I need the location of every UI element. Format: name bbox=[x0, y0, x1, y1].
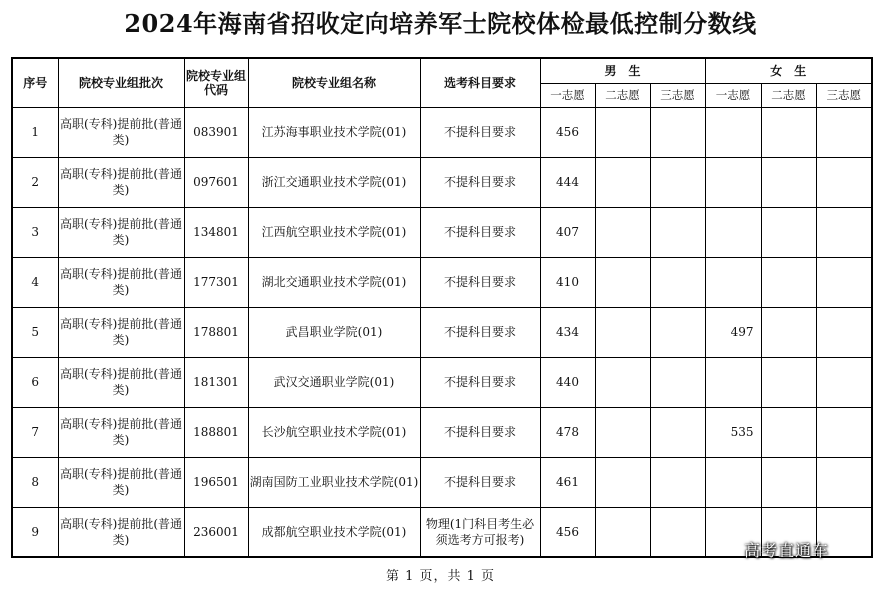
cell-code: 188801 bbox=[184, 407, 248, 457]
cell-code: 083901 bbox=[184, 107, 248, 157]
cell-batch: 高职(专科)提前批(普通类) bbox=[58, 307, 184, 357]
cell-male-choice3 bbox=[650, 157, 705, 207]
cell-female-choice1 bbox=[705, 107, 761, 157]
cell-batch: 高职(专科)提前批(普通类) bbox=[58, 207, 184, 257]
cell-male-choice3 bbox=[650, 407, 705, 457]
cell-batch: 高职(专科)提前批(普通类) bbox=[58, 457, 184, 507]
score-table bbox=[11, 57, 873, 558]
cell-female-choice3 bbox=[816, 257, 872, 307]
cell-seq: 5 bbox=[12, 307, 58, 357]
cell-female-choice3 bbox=[816, 207, 872, 257]
cell-seq: 9 bbox=[12, 507, 58, 557]
cell-subject-requirement: 不提科目要求 bbox=[420, 357, 540, 407]
cell-code: 177301 bbox=[184, 257, 248, 307]
cell-male-choice3 bbox=[650, 457, 705, 507]
cell-female-choice3 bbox=[816, 457, 872, 507]
table-row bbox=[12, 157, 872, 207]
cell-school-name: 长沙航空职业技术学院(01) bbox=[248, 407, 420, 457]
cell-seq: 2 bbox=[12, 157, 58, 207]
cell-male-choice2 bbox=[595, 407, 650, 457]
cell-code: 236001 bbox=[184, 507, 248, 557]
table-row bbox=[12, 307, 872, 357]
cell-subject-requirement: 物理(1门科目考生必须选考方可报考) bbox=[420, 507, 540, 557]
cell-male-choice3 bbox=[650, 507, 705, 557]
cell-subject-requirement: 不提科目要求 bbox=[420, 157, 540, 207]
table-body bbox=[12, 107, 872, 557]
cell-female-choice2 bbox=[761, 207, 816, 257]
cell-female-choice2 bbox=[761, 357, 816, 407]
cell-female-choice3 bbox=[816, 357, 872, 407]
cell-female-choice2 bbox=[761, 307, 816, 357]
cell-batch: 高职(专科)提前批(普通类) bbox=[58, 407, 184, 457]
cell-code: 097601 bbox=[184, 157, 248, 207]
cell-male-choice3 bbox=[650, 307, 705, 357]
header-female-choice3: 三志愿 bbox=[816, 83, 872, 107]
header-subject: 选考科目要求 bbox=[420, 58, 540, 107]
header-female-choice2: 二志愿 bbox=[761, 83, 816, 107]
cell-seq: 6 bbox=[12, 357, 58, 407]
cell-batch: 高职(专科)提前批(普通类) bbox=[58, 107, 184, 157]
header-male-choice3: 三志愿 bbox=[650, 83, 705, 107]
cell-male-choice2 bbox=[595, 107, 650, 157]
cell-male-choice2 bbox=[595, 457, 650, 507]
cell-male-choice1: 410 bbox=[540, 257, 595, 307]
cell-school-name: 浙江交通职业技术学院(01) bbox=[248, 157, 420, 207]
cell-male-choice1: 456 bbox=[540, 107, 595, 157]
cell-male-choice3 bbox=[650, 107, 705, 157]
cell-female-choice1 bbox=[705, 357, 761, 407]
cell-school-name: 江西航空职业技术学院(01) bbox=[248, 207, 420, 257]
header-name: 院校专业组名称 bbox=[248, 58, 420, 107]
cell-female-choice2 bbox=[761, 257, 816, 307]
cell-school-name: 湖北交通职业技术学院(01) bbox=[248, 257, 420, 307]
cell-female-choice2 bbox=[761, 407, 816, 457]
cell-batch: 高职(专科)提前批(普通类) bbox=[58, 157, 184, 207]
cell-seq: 7 bbox=[12, 407, 58, 457]
cell-subject-requirement: 不提科目要求 bbox=[420, 457, 540, 507]
header-female: 女 生 bbox=[705, 58, 872, 83]
cell-batch: 高职(专科)提前批(普通类) bbox=[58, 357, 184, 407]
cell-school-name: 江苏海事职业技术学院(01) bbox=[248, 107, 420, 157]
cell-male-choice2 bbox=[595, 257, 650, 307]
cell-male-choice2 bbox=[595, 307, 650, 357]
cell-male-choice2 bbox=[595, 507, 650, 557]
table-row bbox=[12, 107, 872, 157]
cell-school-name: 武昌职业学院(01) bbox=[248, 307, 420, 357]
cell-male-choice2 bbox=[595, 207, 650, 257]
page-title: 2024年海南省招收定向培养军士院校体检最低控制分数线 bbox=[124, 9, 757, 38]
cell-code: 196501 bbox=[184, 457, 248, 507]
cell-seq: 1 bbox=[12, 107, 58, 157]
table-row bbox=[12, 457, 872, 507]
cell-male-choice3 bbox=[650, 257, 705, 307]
cell-school-name: 湖南国防工业职业技术学院(01) bbox=[248, 457, 420, 507]
header-seq: 序号 bbox=[12, 58, 58, 107]
table-row bbox=[12, 257, 872, 307]
cell-male-choice1: 444 bbox=[540, 157, 595, 207]
cell-subject-requirement: 不提科目要求 bbox=[420, 307, 540, 357]
cell-male-choice3 bbox=[650, 207, 705, 257]
header-batch: 院校专业组批次 bbox=[58, 58, 184, 107]
cell-batch: 高职(专科)提前批(普通类) bbox=[58, 507, 184, 557]
cell-male-choice2 bbox=[595, 157, 650, 207]
cell-female-choice3 bbox=[816, 407, 872, 457]
cell-female-choice1 bbox=[705, 257, 761, 307]
cell-school-name: 成都航空职业技术学院(01) bbox=[248, 507, 420, 557]
table-row bbox=[12, 407, 872, 457]
cell-male-choice1: 407 bbox=[540, 207, 595, 257]
cell-batch: 高职(专科)提前批(普通类) bbox=[58, 257, 184, 307]
cell-female-choice1 bbox=[705, 457, 761, 507]
cell-school-name: 武汉交通职业学院(01) bbox=[248, 357, 420, 407]
cell-subject-requirement: 不提科目要求 bbox=[420, 107, 540, 157]
cell-female-choice2 bbox=[761, 457, 816, 507]
table-row bbox=[12, 207, 872, 257]
header-male-choice1: 一志愿 bbox=[540, 83, 595, 107]
cell-male-choice2 bbox=[595, 357, 650, 407]
cell-code: 134801 bbox=[184, 207, 248, 257]
cell-female-choice3 bbox=[816, 107, 872, 157]
cell-seq: 4 bbox=[12, 257, 58, 307]
cell-female-choice2 bbox=[761, 107, 816, 157]
cell-male-choice1: 456 bbox=[540, 507, 595, 557]
watermark: 高考直通车 bbox=[744, 541, 830, 560]
cell-female-choice1 bbox=[705, 207, 761, 257]
cell-female-choice3 bbox=[816, 307, 872, 357]
table-row bbox=[12, 357, 872, 407]
cell-female-choice3 bbox=[816, 157, 872, 207]
header-female-choice1: 一志愿 bbox=[705, 83, 761, 107]
cell-subject-requirement: 不提科目要求 bbox=[420, 207, 540, 257]
cell-female-choice1: 497 bbox=[705, 307, 761, 357]
cell-male-choice1: 461 bbox=[540, 457, 595, 507]
cell-seq: 8 bbox=[12, 457, 58, 507]
cell-subject-requirement: 不提科目要求 bbox=[420, 257, 540, 307]
cell-male-choice3 bbox=[650, 357, 705, 407]
header-code: 院校专业组代码 bbox=[184, 58, 248, 107]
cell-female-choice1 bbox=[705, 157, 761, 207]
cell-code: 178801 bbox=[184, 307, 248, 357]
page-footer: 第 1 页，共 1 页 bbox=[385, 569, 496, 584]
cell-male-choice1: 478 bbox=[540, 407, 595, 457]
cell-seq: 3 bbox=[12, 207, 58, 257]
header-male-choice2: 二志愿 bbox=[595, 83, 650, 107]
cell-subject-requirement: 不提科目要求 bbox=[420, 407, 540, 457]
cell-male-choice1: 434 bbox=[540, 307, 595, 357]
cell-code: 181301 bbox=[184, 357, 248, 407]
cell-male-choice1: 440 bbox=[540, 357, 595, 407]
cell-female-choice2 bbox=[761, 157, 816, 207]
cell-female-choice1: 535 bbox=[705, 407, 761, 457]
header-male: 男 生 bbox=[540, 58, 705, 83]
